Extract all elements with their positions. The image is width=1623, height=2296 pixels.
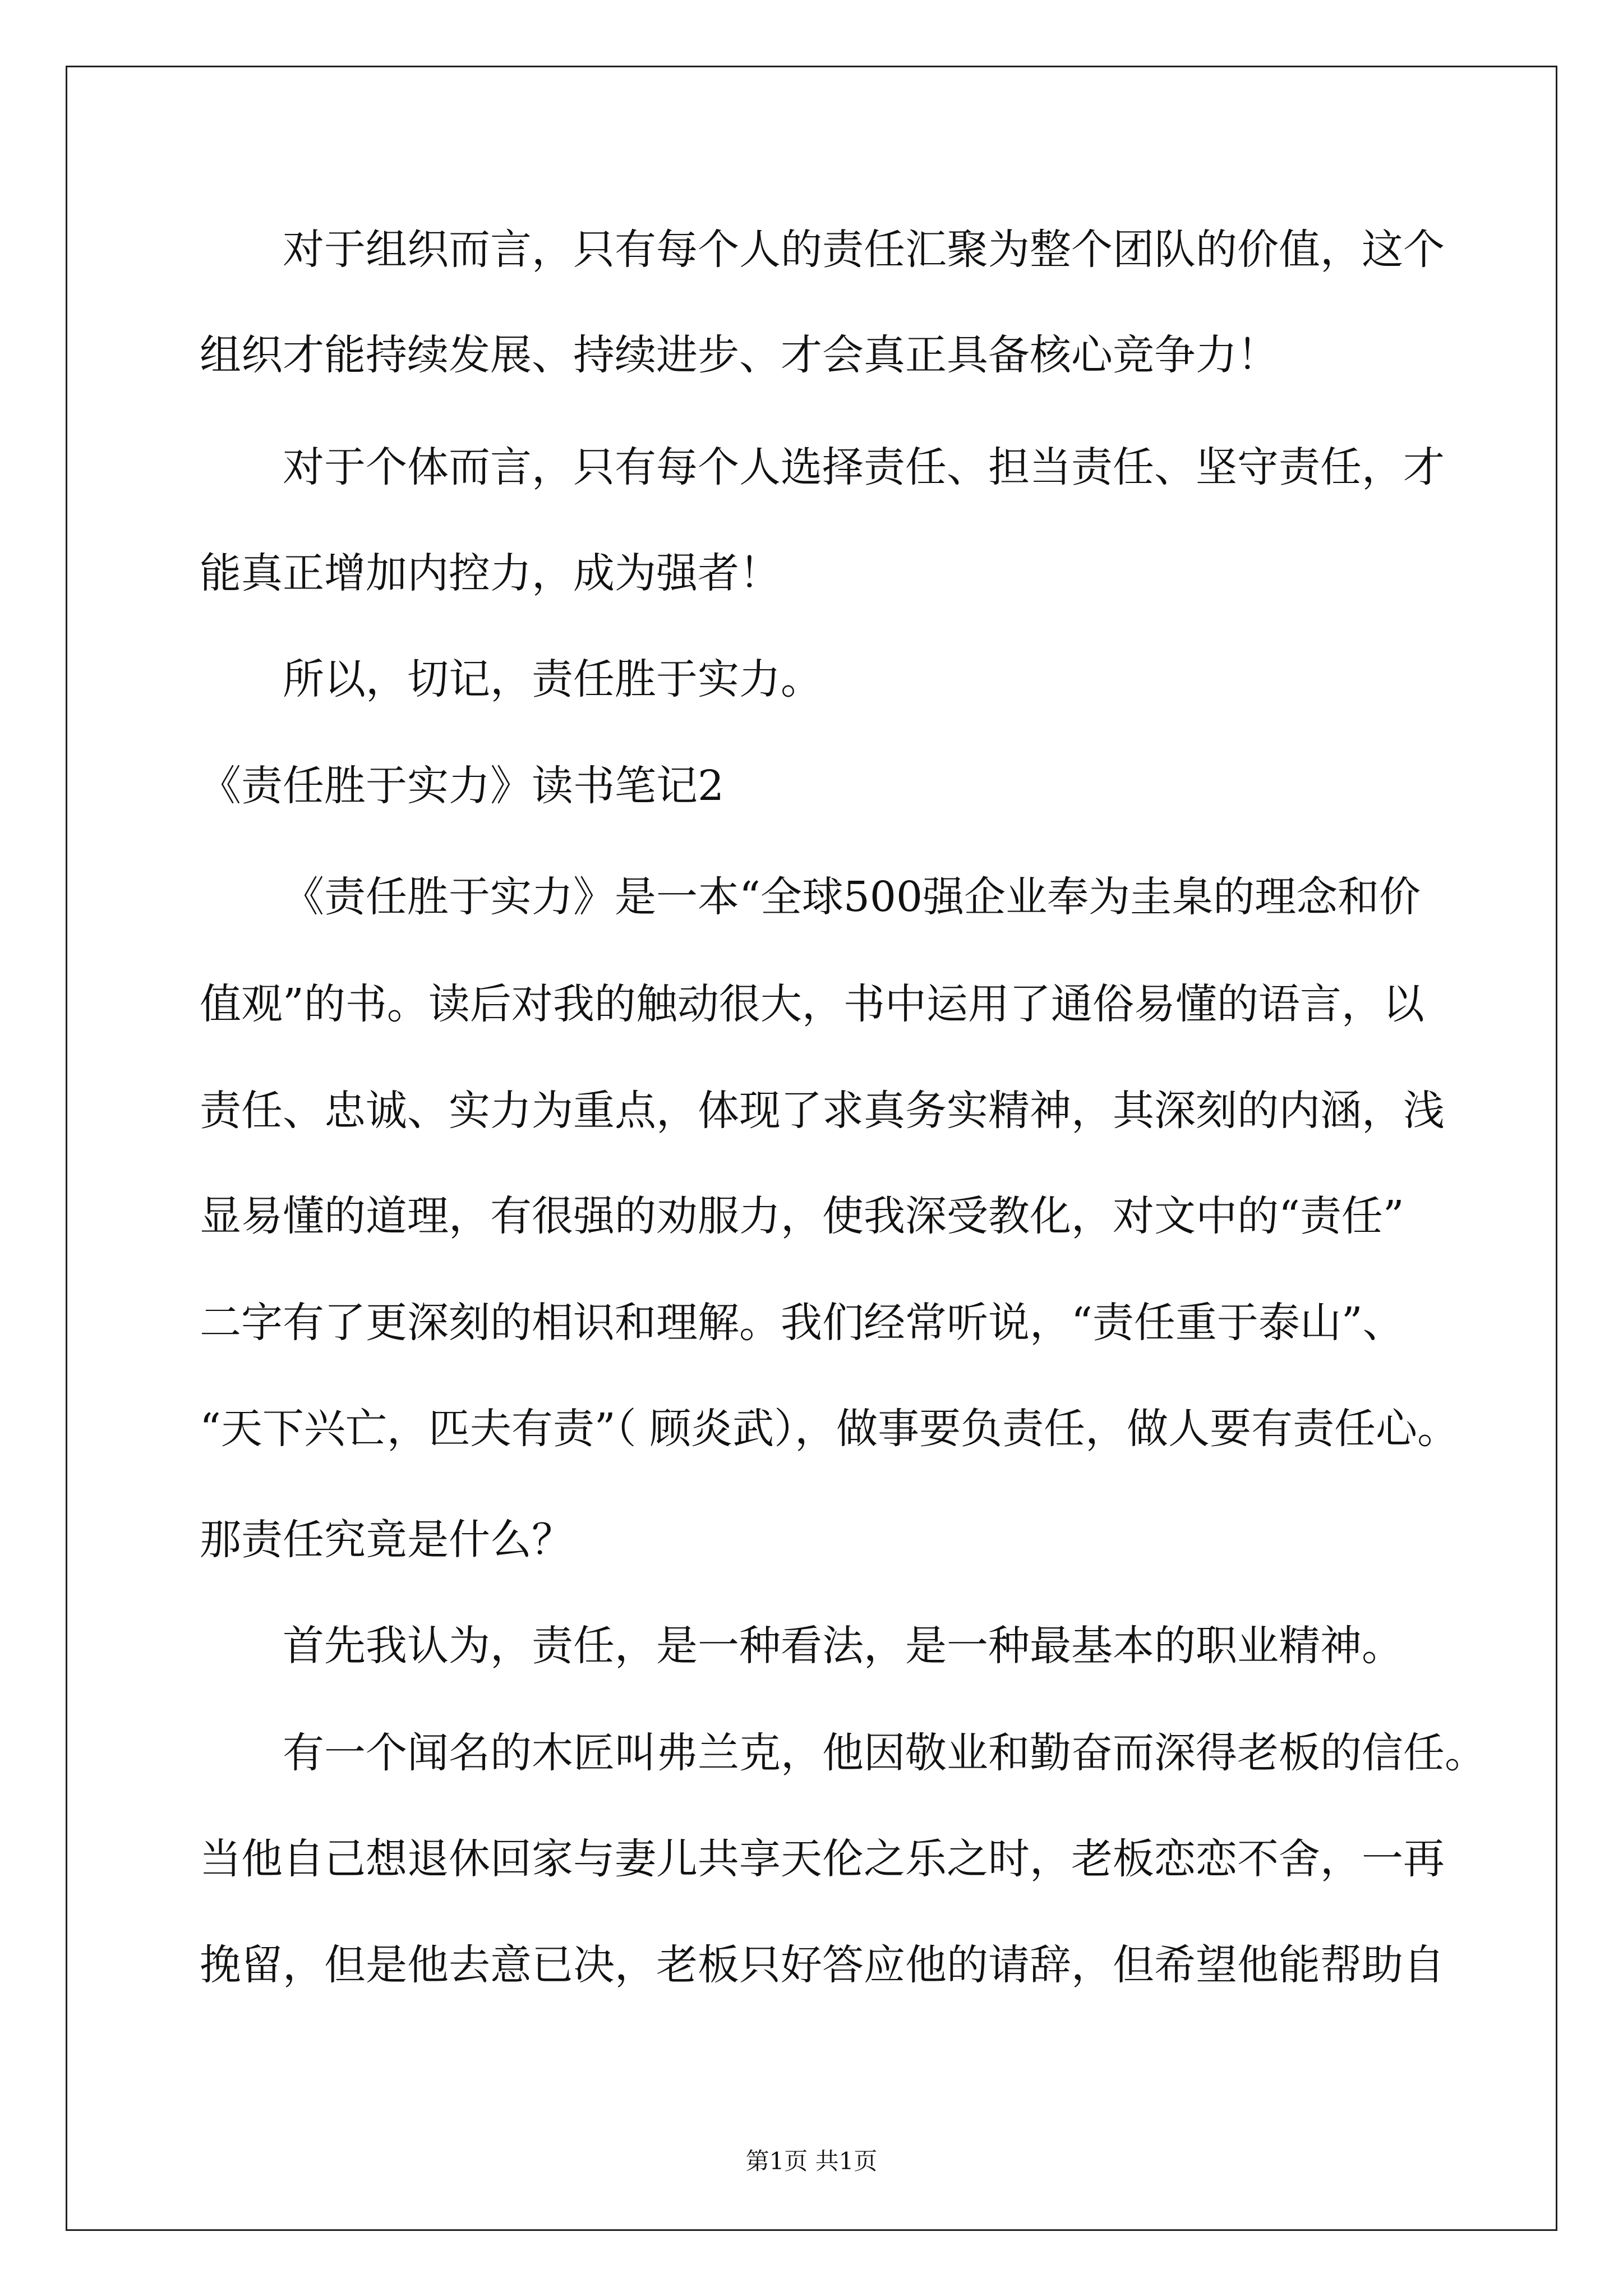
text-line: 对于个体而言，只有每个人选择责任、担当责任、坚守责任，才	[283, 443, 1445, 491]
page-border	[66, 66, 1557, 2231]
text-line: 挽留，但是他去意已决，老板只好答应他的请辞，但希望他能帮助自	[200, 1941, 1445, 1989]
text-line: 责任、忠诚、实力为重点，体现了求真务实精神，其深刻的内涵，浅	[200, 1087, 1445, 1135]
text-line: 显易懂的道理，有很强的劝服力，使我深受教化，对文中的“责任”	[200, 1192, 1404, 1240]
text-line: 《责任胜于实力》是一本“全球500强企业奉为圭臬的理念和价	[283, 873, 1421, 921]
text-line: 能真正增加内控力，成为强者！	[200, 549, 781, 597]
text-line: “天下兴亡，匹夫有责”（ 顾炎武），做事要负责任，做人要有责任心。	[200, 1405, 1459, 1453]
text-line: 有一个闻名的木匠叫弗兰克，他因敬业和勤奋而深得老板的信任。	[283, 1729, 1486, 1777]
section-heading: 《责任胜于实力》读书笔记2	[200, 762, 725, 810]
text-line: 对于组织而言，只有每个人的责任汇聚为整个团队的价值，这个	[283, 226, 1445, 274]
text-line: 组织才能持续发展、持续进步、才会真正具备核心竞争力！	[200, 331, 1279, 379]
text-line: 值观”的书。读后对我的触动很大，书中运用了通俗易懂的语言，以	[200, 980, 1424, 1028]
text-line: 所以，切记，责任胜于实力。	[283, 655, 822, 703]
text-line: 首先我认为，责任，是一种看法，是一种最基本的职业精神。	[283, 1622, 1403, 1670]
page-footer: 第1页 共1页	[745, 2147, 878, 2175]
text-line: 那责任究竟是什么？	[200, 1516, 573, 1564]
text-line: 二字有了更深刻的相识和理解。我们经常听说，“责任重于泰山”、	[200, 1299, 1404, 1347]
text-line: 当他自己想退休回家与妻儿共享天伦之乐之时，老板恋恋不舍，一再	[200, 1835, 1445, 1883]
